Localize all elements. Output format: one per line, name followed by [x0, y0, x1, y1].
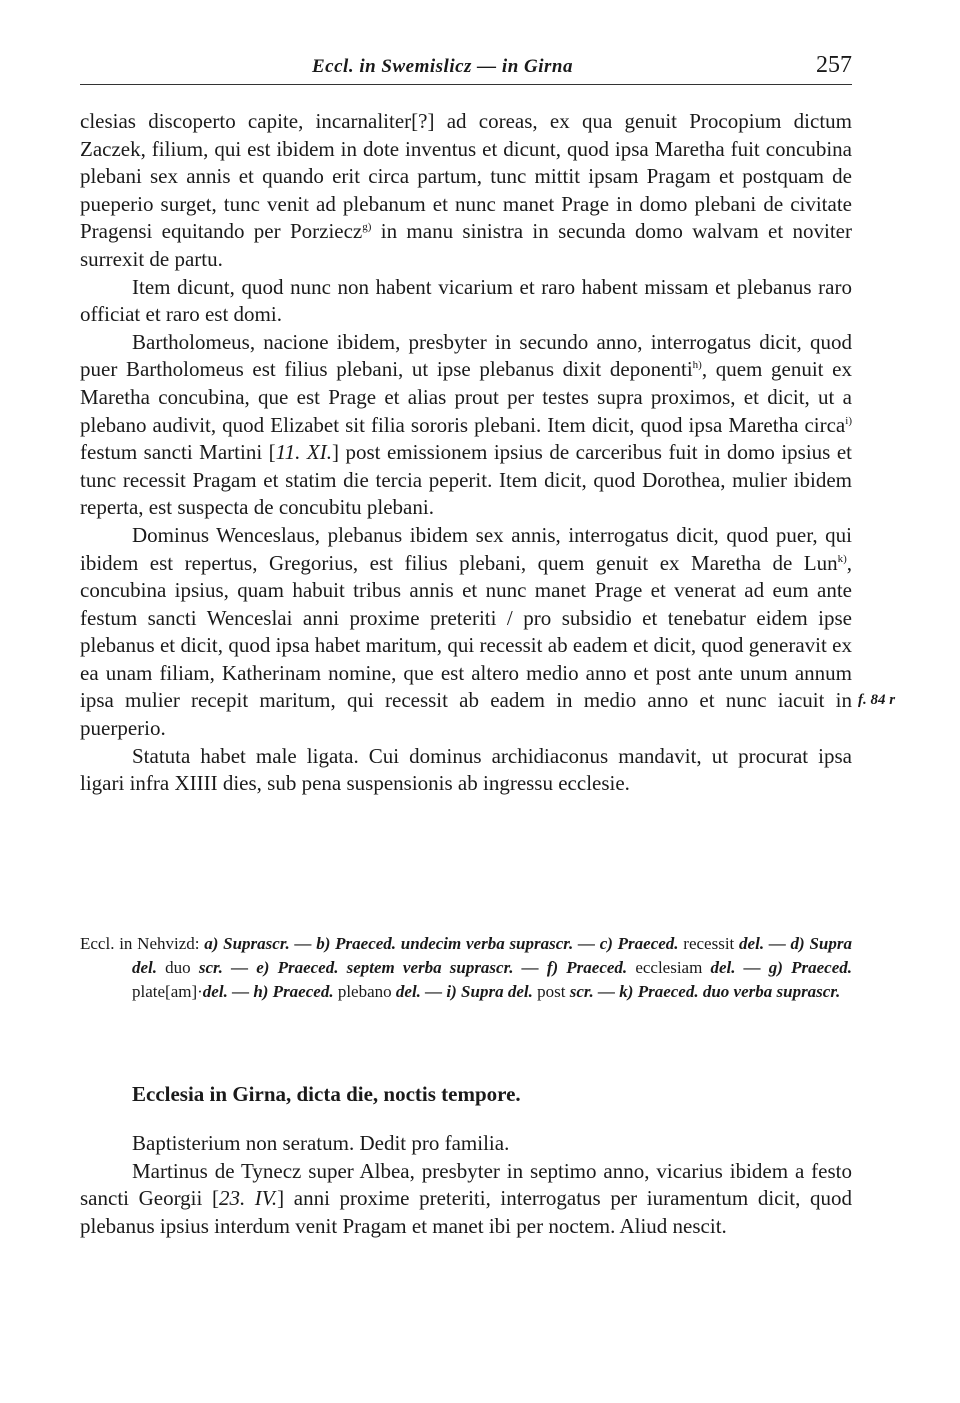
section-text — [80, 1130, 852, 1240]
section-paragraph-1: Baptisterium non seratum. Dedit pro familia. — [132, 1131, 510, 1155]
main-text — [80, 108, 852, 798]
footnote-ref-g: g) — [362, 221, 372, 234]
paragraph-3: Bartholomeus, nacione ibidem, presbyter in secundo anno, interrogatus dicit, quod puer Bartholomeus est filius plebani, ut ipse plebanus dixit deponenti$^{h)}$, quem genuit ex Maretha concubina, que est Prage et alias prout per testes supra proximos, et dicit, ut a plebano audivit, quod Elizabet sit filia sororis plebani. Item dicit, quod ipsa Maretha circa$^{i)}$ festum sancti Martini [11. XI.] post emissionem ipsius de carceribus fuit in domo ipsius et tunc recessit Pragam et statim die tercia peperit. Item dicit, quod Dorothea, mulier ibidem reperta, est suspecta de concubitu plebani. — [80, 329, 853, 520]
paragraph-4: Dominus Wenceslaus, plebanus ibidem sex annis, interrogatus dicit, quod puer, qui ibidem est repertus, Gregorius, est filius plebani, quem genuit ex Maretha de Lun$^{k)}$, concubina ipsius, quam habuit tribus annis et nunc manet Prage et venerat ad eum ante festum sancti Wenceslai anni proxime preteriti / pro subsidio et tenebatur eidem ipse plebanus et dicit, quod ipsa habet maritum, qui recessit ab eadem et dicit, quod generavit ex ea unam filiam, Katherinam nomine, que est altero medio anno et post ante unum annum ipsa mulier recepit maritum, qui recessit ab eadem in medio anno et nunc iacuit in puerperio. — [80, 522, 852, 741]
section-paragraph-2: Martinus de Tynecz super Albea, presbyter in septimo anno, vicarius ibidem a festo sancti Georgii [23. IV.] anni proxime preteriti, interrogatus per iuramentum dicit, quod plebanus ipsius interdum venit Pragam et manet ibi per noctem. Aliud nescit. — [80, 1158, 852, 1238]
page-number: 257 — [816, 52, 852, 78]
date-ref: 11. XI. — [275, 440, 332, 465]
paragraph-2: Item dicunt, quod nunc non habent vicarium et raro habent missam et plebanus raro officiat et raro est domi. — [80, 274, 852, 327]
date-ref: 23. IV. — [218, 1186, 278, 1211]
page-header — [80, 52, 852, 85]
section-heading: Ecclesia in Girna, dicta die, noctis tempore. — [132, 1082, 521, 1106]
paragraph-1: clesias discoperto capite, incarnaliter[?] ad coreas, ex qua genuit Procopium dictum Zaczek, filium, qui est ibidem in dote inventus et dicunt, quod ipsa Maretha fuit concubina plebani sex annis et quando erit circa partum, tunc mittit ipsam Pragam et postquam de pueperio surget, tunc venit ad plebanum et nunc manet Prage in domo plebani de civitate Pragensi equitando per Porziecz$^{g)}$ in manu sinistra in secunda domo walvam et noviter surrexit de partu. — [80, 109, 852, 271]
paragraph-5: Statuta habet male ligata. Cui dominus archidiaconus mandavit, ut procurat ipsa ligari infra XIIII dies, sub pena suspensionis ab ingressu ecclesie. — [80, 743, 852, 796]
footnote-ref-i: i) — [845, 414, 852, 427]
critical-apparatus: Eccl. in Nehvizd: a) Suprascr. — b) Praeced. undecim verba suprascr. — c) Praeced. recessit del. — d) Supra del. duo scr. — e) Praeced. septem verba suprascr. — f) Praeced. ecclesiam del. — g) Praeced. plate[am]·del. — h) Praeced. plebano del. — i) Supra del. post scr. — k) Praeced. duo verba suprascr. — [80, 934, 852, 1001]
folio-margin-note: f. 84 r — [858, 692, 896, 708]
footnote-ref-k: k) — [837, 552, 847, 565]
footnote-ref-h: h) — [692, 359, 702, 372]
running-head: Eccl. in Swemislicz — in Girna — [312, 56, 573, 77]
